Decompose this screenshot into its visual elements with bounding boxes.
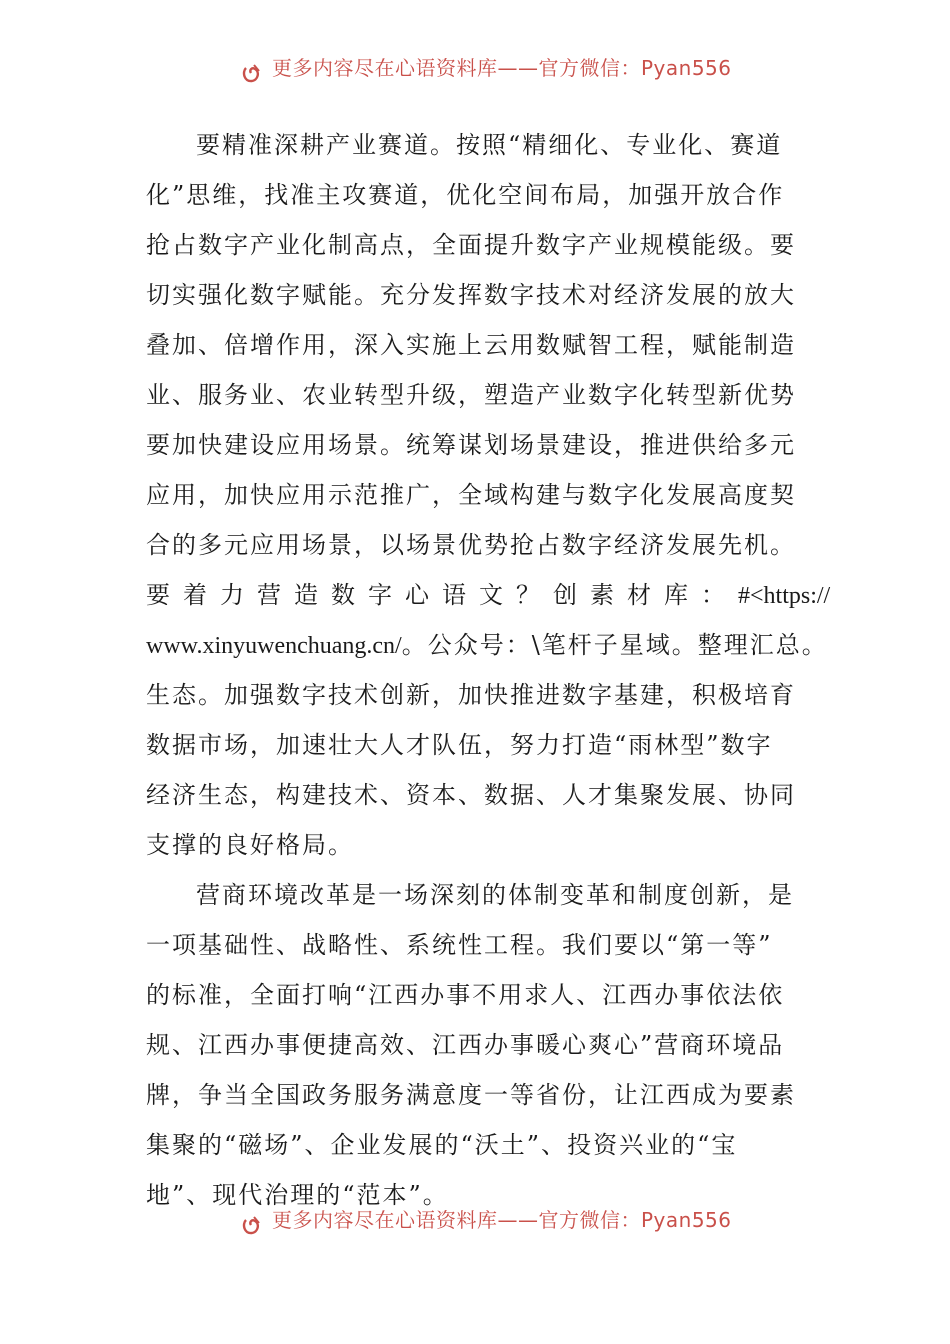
text-line: 要精准深耕产业赛道。按照“精细化、专业化、赛道 <box>196 131 783 159</box>
text-line: 应用，加快应用示范推广，全域构建与数字化发展高度契 <box>146 481 796 509</box>
text-line: 抢占数字产业化制高点，全面提升数字产业规模能级。要 <box>146 231 796 259</box>
url-fragment: #<https:// <box>738 583 831 609</box>
text-segment: 。公众号：\笔杆子星域。整理汇总。 <box>401 631 828 659</box>
text-line: 的标准，全面打响“江西办事不用求人、江西办事依法依 <box>146 981 785 1009</box>
text-line: 地”、现代治理的“范本”。 <box>146 1181 449 1209</box>
footer-banner <box>240 1206 760 1246</box>
text-line <box>146 620 836 670</box>
text-line: 生态。加强数字技术创新，加快推进数字基建，积极培育 <box>146 681 796 709</box>
header-banner <box>240 54 760 94</box>
text-line: 牌，争当全国政务服务满意度一等省份，让江西成为要素 <box>146 1081 796 1109</box>
text-line: 经济生态，构建技术、资本、数据、人才集聚发展、协同 <box>146 781 796 809</box>
document-body <box>146 120 836 1220</box>
banner-text: 更多内容尽在心语资料库——官方微信：Pyan556 <box>272 55 732 80</box>
logo-icon <box>240 62 264 86</box>
text-line: 业、服务业、农业转型升级，塑造产业数字化转型新优势 <box>146 381 796 409</box>
text-line: 化”思维，找准主攻赛道，优化空间布局，加强开放合作 <box>146 181 785 209</box>
banner-text: 更多内容尽在心语资料库——官方微信：Pyan556 <box>272 1207 732 1232</box>
text-line-justified <box>146 570 836 620</box>
text-line: 合的多元应用场景，以场景优势抢占数字经济发展先机。 <box>146 531 796 559</box>
text-segment: 要着力营造数字心语文？创素材库： <box>146 581 738 609</box>
text-line: 营商环境改革是一场深刻的体制变革和制度创新，是 <box>196 881 794 909</box>
text-line: 规、江西办事便捷高效、江西办事暖心爽心”营商环境品 <box>146 1031 785 1059</box>
text-line: 叠加、倍增作用，深入实施上云用数赋智工程，赋能制造 <box>146 331 796 359</box>
text-line: 一项基础性、战略性、系统性工程。我们要以“第一等” <box>146 931 773 959</box>
url-link: www.xinyuwenchuang.cn/ <box>146 633 402 659</box>
text-line: 要加快建设应用场景。统筹谋划场景建设，推进供给多元 <box>146 431 796 459</box>
text-line: 集聚的“磁场”、企业发展的“沃土”、投资兴业的“宝 <box>146 1131 738 1159</box>
logo-icon <box>240 1214 264 1238</box>
text-line: 切实强化数字赋能。充分发挥数字技术对经济发展的放大 <box>146 281 796 309</box>
text-line: 数据市场，加速壮大人才队伍，努力打造“雨林型”数字 <box>146 731 773 759</box>
text-line: 支撑的良好格局。 <box>146 831 354 859</box>
